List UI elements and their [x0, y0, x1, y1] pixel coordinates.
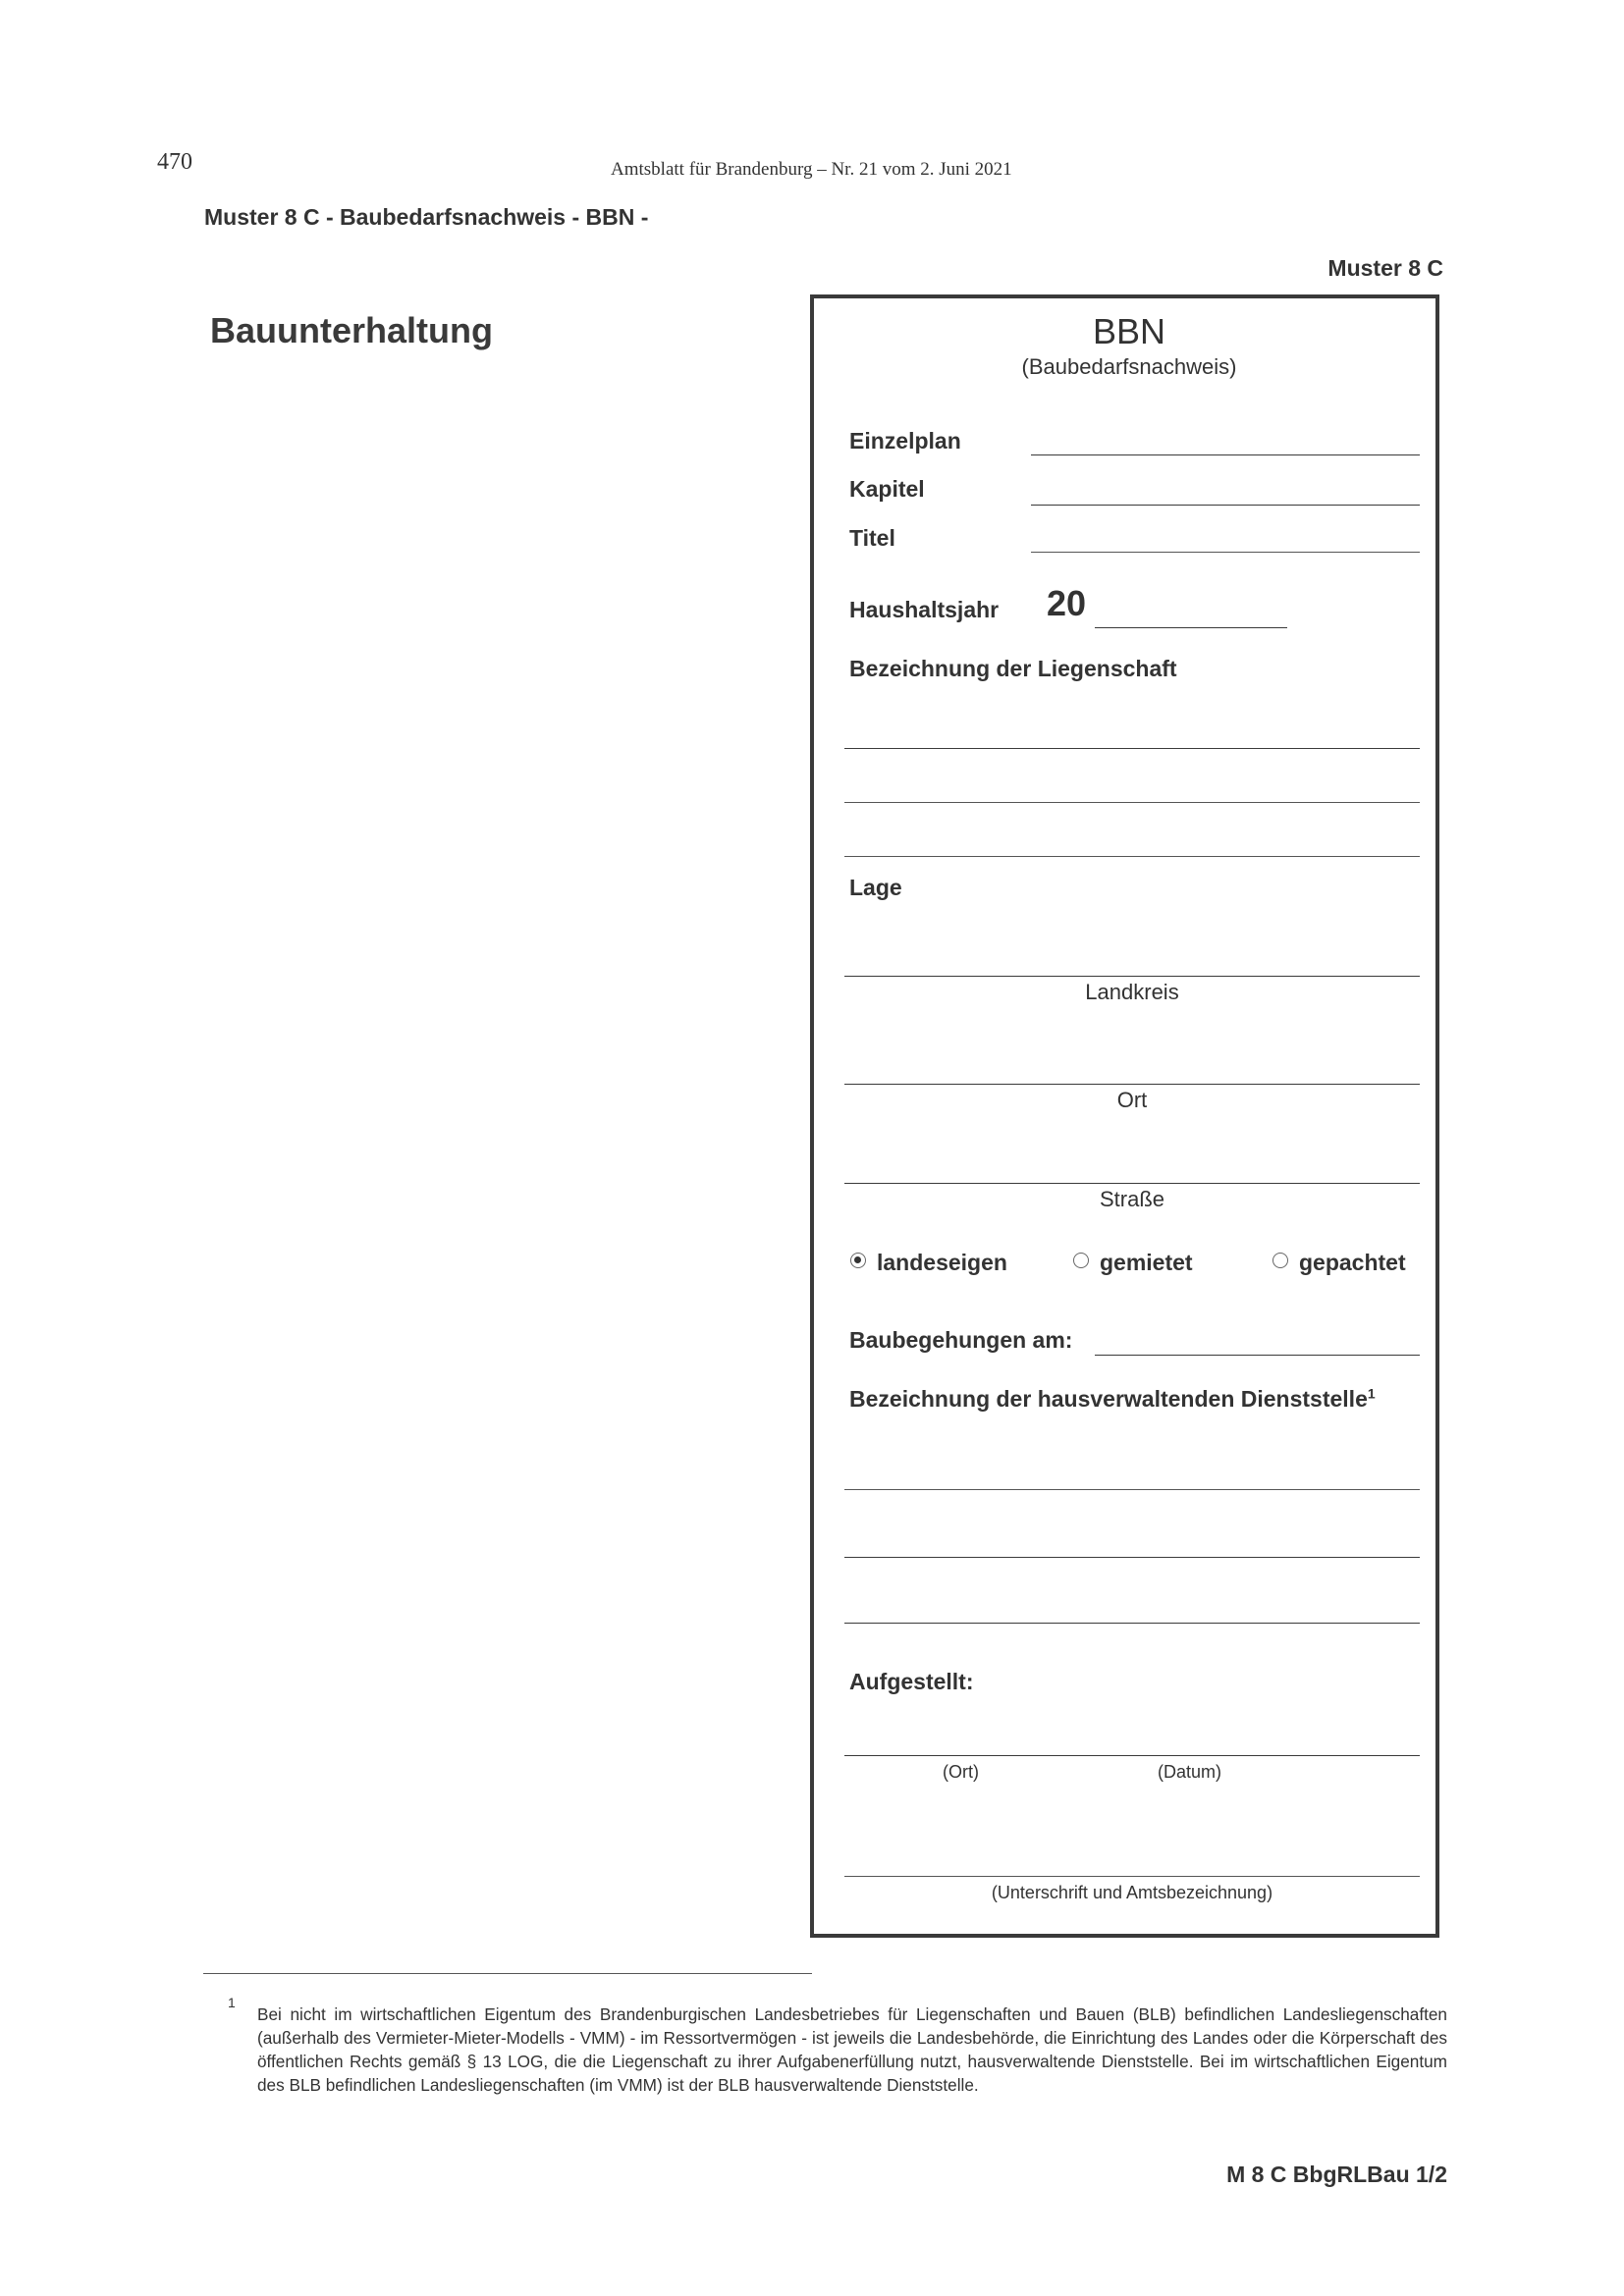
strasse-field[interactable] — [844, 1183, 1420, 1184]
titel-field[interactable] — [1031, 552, 1420, 553]
baubegehungen-field[interactable] — [1095, 1355, 1420, 1356]
ort-datum-field[interactable] — [844, 1755, 1420, 1756]
kapitel-field[interactable] — [1031, 505, 1420, 506]
haushaltsjahr-prefix: 20 — [1047, 583, 1087, 623]
dienststelle-label — [849, 1386, 1376, 1413]
radio-gepachtet[interactable] — [1272, 1253, 1288, 1268]
muster-label: Muster 8 C — [1327, 255, 1443, 281]
ort-datum-ort-caption: (Ort) — [943, 1762, 979, 1782]
page-code: M 8 C BbgRLBau 1/2 — [1226, 2162, 1447, 2187]
radio-gemietet-label: gemietet — [1100, 1250, 1193, 1275]
liegenschaft-line-1[interactable] — [844, 748, 1420, 749]
strasse-caption: Straße — [1099, 1187, 1165, 1211]
form-subtitle: (Baubedarfsnachweis) — [1021, 354, 1237, 379]
footnote-separator — [203, 1973, 812, 1974]
section-heading: Bauunterhaltung — [210, 310, 493, 350]
ort-field[interactable] — [844, 1084, 1420, 1085]
footnote-marker: 1 — [228, 1995, 236, 2010]
landkreis-caption: Landkreis — [1085, 980, 1179, 1004]
liegenschaft-label: Bezeichnung der Liegenschaft — [849, 656, 1177, 681]
landkreis-field[interactable] — [844, 976, 1420, 977]
haushaltsjahr-label: Haushaltsjahr — [849, 597, 1000, 622]
form-title: BBN — [1092, 311, 1166, 351]
dienststelle-line-1[interactable] — [844, 1489, 1420, 1490]
unterschrift-caption: (Unterschrift und Amtsbezeichnung) — [991, 1883, 1273, 1902]
radio-gepachtet-label: gepachtet — [1299, 1250, 1406, 1275]
liegenschaft-line-2[interactable] — [844, 802, 1420, 803]
titel-label: Titel — [849, 525, 895, 551]
journal-header: Amtsblatt für Brandenburg – Nr. 21 vom 2. Juni 2021 — [611, 159, 1012, 180]
einzelplan-field[interactable] — [1031, 454, 1420, 455]
page-number: 470 — [157, 149, 192, 175]
aufgestellt-label: Aufgestellt: — [849, 1669, 974, 1694]
document-title: Muster 8 C - Baubedarfsnachweis - BBN - — [204, 204, 649, 230]
kapitel-label: Kapitel — [849, 476, 925, 502]
radio-gemietet[interactable] — [1073, 1253, 1089, 1268]
ort-datum-datum-caption: (Datum) — [1158, 1762, 1222, 1782]
ort-caption: Ort — [1116, 1088, 1148, 1112]
liegenschaft-line-3[interactable] — [844, 856, 1420, 857]
dienststelle-label-text: Bezeichnung der hausverwaltenden Dienststelle — [849, 1386, 1368, 1412]
haushaltsjahr-field[interactable] — [1095, 627, 1287, 628]
unterschrift-field[interactable] — [844, 1876, 1420, 1877]
footnote-reference: 1 — [1367, 1385, 1376, 1402]
einzelplan-label: Einzelplan — [849, 428, 961, 454]
radio-landeseigen[interactable] — [850, 1253, 866, 1268]
baubegehungen-label: Baubegehungen am: — [849, 1327, 1073, 1353]
radio-landeseigen-label: landeseigen — [877, 1250, 1007, 1275]
lage-label: Lage — [849, 875, 902, 900]
footnote-text: Bei nicht im wirtschaftlichen Eigentum des Brandenburgischen Landesbetriebes für Liegenschaften und Bauen (BLB) befindlichen Landesliegenschaften (außerhalb des Vermieter-Mieter-Modells - VMM) - im Ressortvermögen - ist jeweils die Landesbehörde, die Einrichtung des Landes oder die Körperschaft des öffentlichen Rechts gemäß § 13 LOG, die die Liegenschaft zu ihrer Aufgabenerfüllung nutzt, hausverwaltende Dienststelle. Bei im wirtschaftlichen Eigentum des BLB befindlichen Landesliegenschaften (im VMM) ist der BLB hausverwaltende Dienststelle. — [257, 2004, 1447, 2095]
dienststelle-line-2[interactable] — [844, 1557, 1420, 1558]
dienststelle-line-3[interactable] — [844, 1623, 1420, 1624]
